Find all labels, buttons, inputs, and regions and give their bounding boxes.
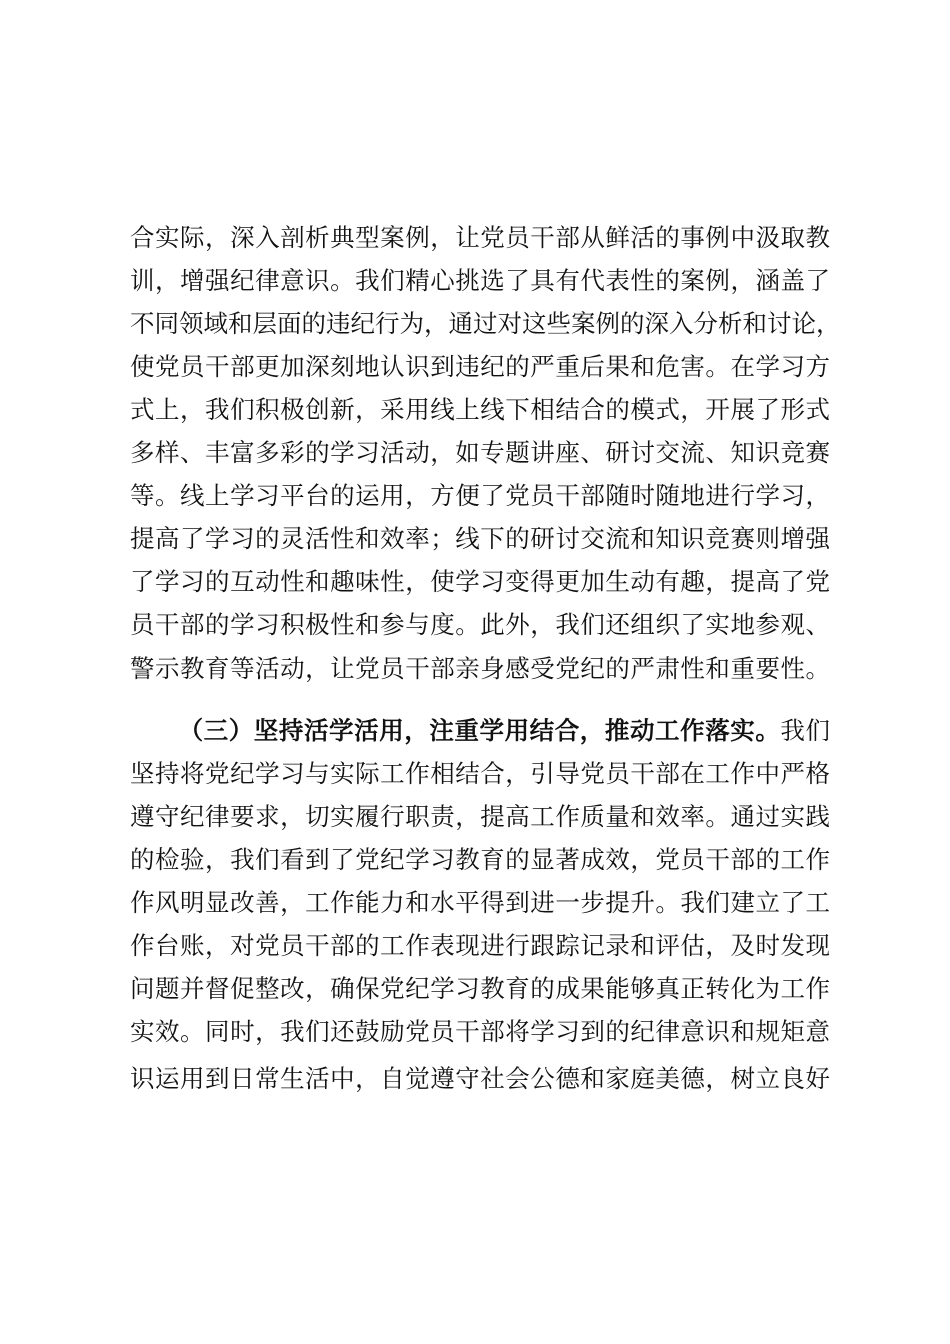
text-line: 了学习的互动性和趣味性，使学习变得更加生动有趣，提高了党 [130, 567, 830, 596]
text-line: 等。线上学习平台的运用，方便了党员干部随时随地进行学习， [130, 481, 830, 510]
text-line: 作台账，对党员干部的工作表现进行跟踪记录和评估，及时发现 [130, 931, 830, 960]
heading-tail-text: 我们 [780, 716, 830, 745]
text-line: 问题并督促整改，确保党纪学习教育的成果能够真正转化为工作 [130, 974, 830, 1003]
text-line: 员干部的学习积极性和参与度。此外，我们还组织了实地参观、 [130, 610, 830, 639]
text-line: 警示教育等活动，让党员干部亲身感受党纪的严肃性和重要性。 [130, 654, 830, 683]
text-line: 多样、丰富多彩的学习活动，如专题讲座、研讨交流、知识竞赛 [130, 438, 830, 467]
section-heading: （三）坚持活学活用，注重学用结合，推动工作落实。 [178, 716, 781, 745]
text-line: 式上，我们积极创新，采用线上线下相结合的模式，开展了形式 [130, 395, 830, 424]
text-line: 的检验，我们看到了党纪学习教育的显著成效，党员干部的工作 [130, 845, 830, 874]
text-line: 提高了学习的灵活性和效率；线下的研讨交流和知识竞赛则增强 [130, 524, 830, 553]
text-line: 识运用到日常生活中，自觉遵守社会公德和家庭美德，树立良好 [130, 1064, 830, 1093]
text-line: 作风明显改善，工作能力和水平得到进一步提升。我们建立了工 [130, 888, 830, 917]
text-line: 不同领域和层面的违纪行为，通过对这些案例的深入分析和讨论， [130, 309, 841, 338]
text-line: 合实际，深入剖析典型案例，让党员干部从鲜活的事例中汲取教 [130, 223, 830, 252]
text-line: 使党员干部更加深刻地认识到违纪的严重后果和危害。在学习方 [130, 352, 830, 381]
text-line: 实效。同时，我们还鼓励党员干部将学习到的纪律意识和规矩意 [130, 1017, 830, 1046]
text-line: 遵守纪律要求，切实履行职责，提高工作质量和效率。通过实践 [130, 802, 830, 831]
section-heading-line [130, 712, 830, 750]
text-line: 训，增强纪律意识。我们精心挑选了具有代表性的案例，涵盖了 [130, 266, 830, 295]
text-line: 坚持将党纪学习与实际工作相结合，引导党员干部在工作中严格 [130, 759, 830, 788]
